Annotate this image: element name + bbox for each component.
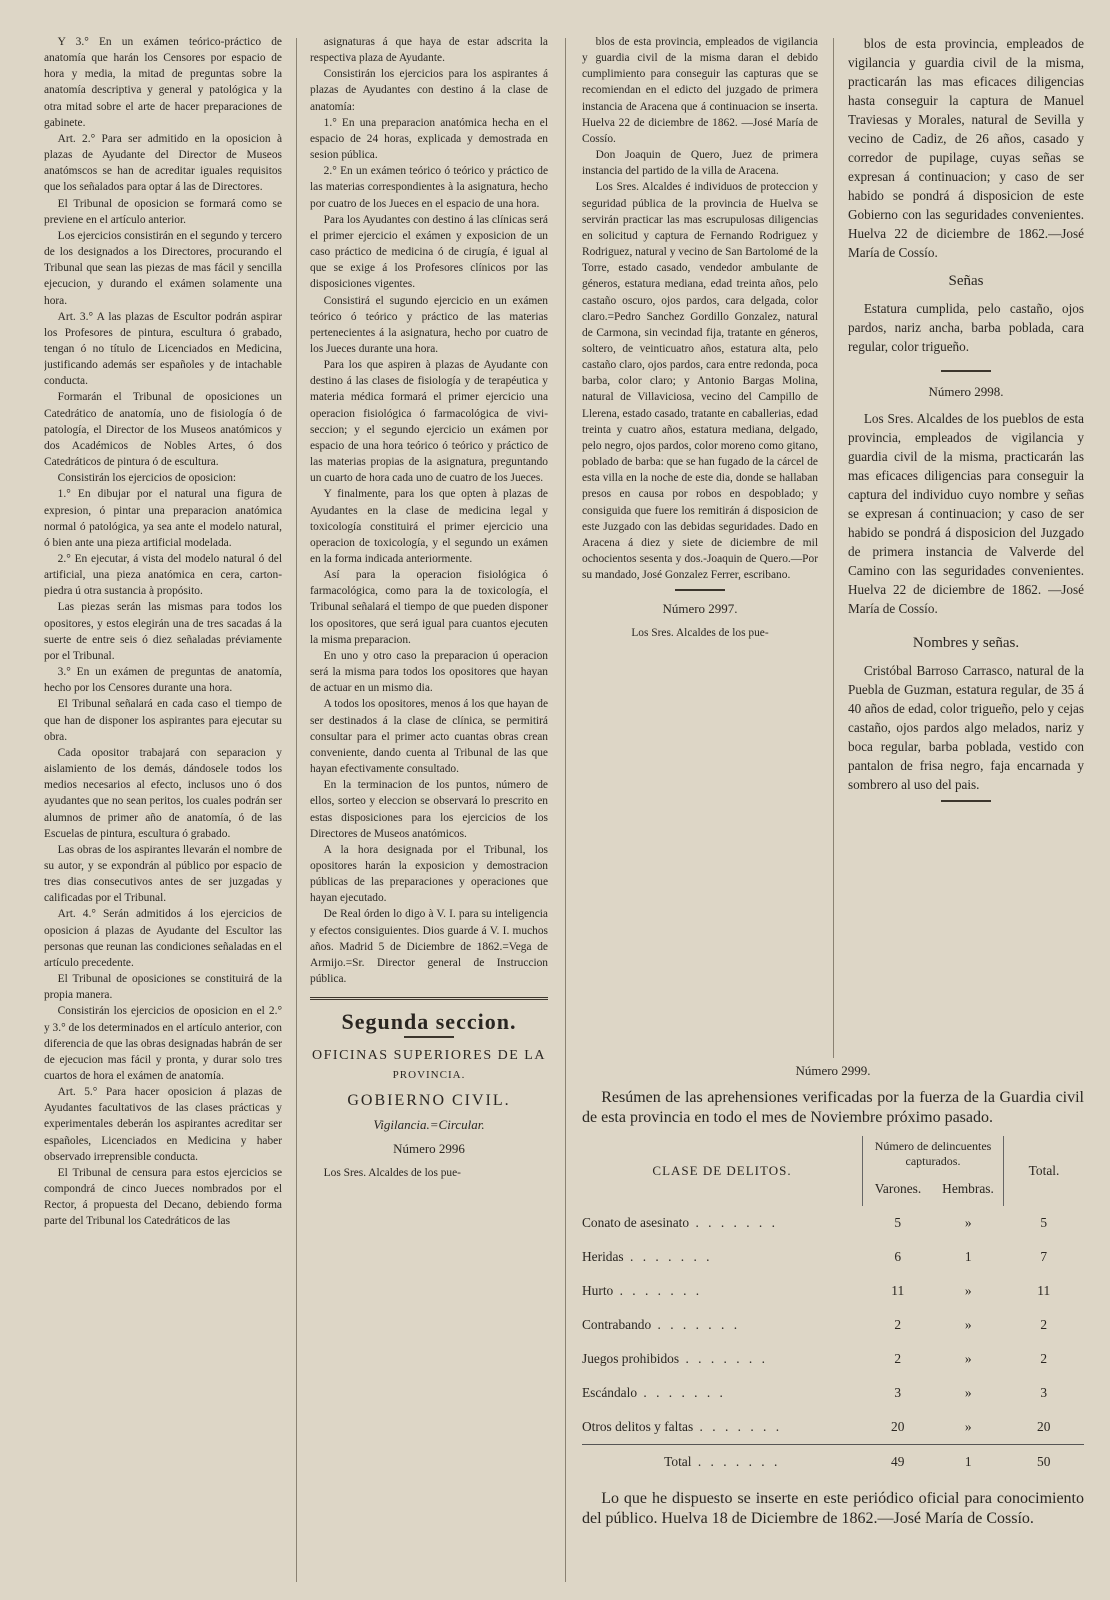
column-header-women: Hembras. bbox=[942, 1181, 994, 1196]
paragraph: Para los que aspiren à plazas de Ayudante con destino á las clases de fisiología y de terapéutica y materia médica formará el primer ejercicio una operacion fisiológica ó farmacológica de vivi-seccion; y el segundo ejercicio un exámen por espacio de una hora teórico ó teórico y práctico de las materias propias de la asignatura, preguntando un cuarto de hora cada uno de cuatro de los Jueces. bbox=[310, 359, 548, 485]
total-count: 2 bbox=[1040, 1317, 1048, 1332]
table-total-row: Total . . . . . . . 49 1 50 bbox=[582, 1445, 1084, 1480]
paragraph: A todos los opositores, menos á los que hayan de ser destinados á la clase de clínica, se permitirá consultar para el primer acto cuantas obras crean conveniente, dando cuenta al Tribunal de las que hayan efectivamente consultado. bbox=[310, 698, 548, 776]
notice-text: Los Sres. Alcaldes de los pue- bbox=[323, 1167, 461, 1180]
total-count: 11 bbox=[1037, 1283, 1051, 1298]
total-count: 2 bbox=[1040, 1351, 1048, 1366]
paragraph: 3.° En un exámen de preguntas de anatomía, hecho por los Censores durante una hora. bbox=[44, 666, 282, 695]
crime-label: Heridas bbox=[582, 1249, 624, 1264]
paragraph: Art. 5.° Para hacer oposicion á plazas de Ayudantes facultativos de las clases prácticas y experimentales deberán los aspirantes acreditar ser españoles, Licenciados en Medicina y haber observado irreprensible conducta. bbox=[44, 1086, 282, 1163]
total-men: 49 bbox=[863, 1445, 934, 1480]
names-heading: Nombres y señas. bbox=[912, 635, 1020, 651]
paragraph: El Tribunal señalará en cada caso el tiempo de que han de disponer los aspirantes para ejecutar su obra. bbox=[44, 698, 282, 743]
paragraph: De Real órden lo digo à V. I. para su inteligencia y efectos consiguientes. Dios guarde á V. I. muchos años. Madrid 5 de Diciembre de 1862.=Vega de Armijo.=Sr. Director general de Instruccion pública. bbox=[310, 908, 548, 986]
men-count: 6 bbox=[894, 1249, 902, 1264]
paragraph: 1.° En una preparacion anatómica hecha en el espacio de 24 horas, explicada y demostrada en sesion pública. bbox=[310, 116, 548, 162]
table-row: Juegos prohibidos . . . . . . . 2 » 2 bbox=[582, 1342, 1084, 1376]
women-count: » bbox=[964, 1317, 972, 1332]
table-row: Otros delitos y faltas . . . . . . . 20 » 20 bbox=[582, 1410, 1084, 1445]
column-header-total: Total. bbox=[1004, 1136, 1085, 1206]
column-2-text bbox=[310, 34, 548, 987]
paragraph: Consistirán los ejercicios de oposicion: bbox=[57, 472, 237, 485]
paragraph: Don Joaquin de Quero, Juez de primera instancia del partido de la villa de Aracena. bbox=[582, 149, 818, 178]
paragraph: blos de esta provincia, empleados de vigilancia y guardia civil de la misma daran el debido cumplimiento para conseguir las capturas que se recomiendan en el edicto del juzgado de primera instancia de Aracena que á continuacion se inserta. Huelva 22 de diciembre de 1862. —José María de Cossío. bbox=[582, 36, 818, 145]
notice-number-2996: Número 2996 bbox=[393, 1141, 465, 1156]
paragraph: asignaturas á que haya de estar adscrita la respectiva plaza de Ayudante. bbox=[310, 36, 548, 65]
crime-label: Juegos prohibidos bbox=[582, 1351, 680, 1366]
paragraph: El Tribunal de oposicion se formará como se previene en el artículo anterior. bbox=[44, 197, 282, 226]
total-count: 5 bbox=[1040, 1215, 1048, 1230]
crime-label: Contrabando bbox=[582, 1317, 652, 1332]
column-rule bbox=[565, 38, 566, 1582]
table-row: Contrabando . . . . . . . 2 » 2 bbox=[582, 1308, 1084, 1342]
paragraph: Consistirá el sugundo ejercicio en un exámen teórico ó teórico y práctico de las materias pertenecientes á la asignatura, hecho por cuatro de los Jueces durante una hora. bbox=[310, 294, 548, 355]
crime-label: Conato de asesinato bbox=[582, 1215, 690, 1230]
table-row: Conato de asesinato . . . . . . . 5 » 5 bbox=[582, 1206, 1084, 1240]
men-count: 11 bbox=[891, 1283, 905, 1298]
notice-number-2999: Número 2999. bbox=[795, 1063, 871, 1078]
women-count: » bbox=[964, 1419, 972, 1434]
women-count: » bbox=[964, 1283, 972, 1298]
women-count: » bbox=[964, 1351, 972, 1366]
total-count: 3 bbox=[1040, 1385, 1048, 1400]
paragraph: Los ejercicios consistirán en el segundo y tercero de los designados a los Directores, procurando el Tribunal que sean las piezas de mas fácil y sencilla ejecucion, y durando el exámen solamente una hora. bbox=[44, 229, 282, 307]
column-1 bbox=[44, 34, 282, 1590]
office-heading: OFICINAS SUPERIORES DE LA bbox=[312, 1048, 546, 1064]
paragraph: Las obras de los aspirantes llevarán el nombre de su autor, y se expondrán al público por espacio de tres dias consecutivos antes de ser juzgadas y calificadas por el Tribunal. bbox=[44, 843, 282, 905]
men-count: 2 bbox=[894, 1317, 902, 1332]
section-divider bbox=[310, 997, 548, 1000]
short-divider bbox=[675, 589, 725, 591]
paragraph: Art. 4.° Serán admitidos á los ejercicios de oposicion á plazas de Ayudante del Escultor las personas que reunan las condiciones señaladas en el artículo precedente. bbox=[44, 908, 282, 969]
arrests-summary bbox=[582, 1062, 1084, 1590]
short-divider bbox=[941, 800, 991, 802]
column-3 bbox=[582, 34, 818, 1034]
paragraph: 1.° En dibujar por el natural una figura de expresion, ó pintar una preparacion anatómica normal ó patológica, ya sea ante el modelo natural, ó bien ante una pieza artificial modelada. bbox=[44, 488, 282, 549]
notice-text: Los Sres. Alcaldes de los pueblos de esta provincia, empleados de vigilancia y guardia civil de la misma, practicarán las mas eficaces diligencias para conseguir la captura del individuo cuyo nombre y señas se expresan á continuacion; y caso de ser habido se pondrá á disposicion del Juzgado de primera instancia de Valverde del Camino con las seguridades convenientes. Huelva 22 de diciembre de 1862. —José María de Cossío. bbox=[848, 411, 1084, 616]
column-rule bbox=[833, 38, 834, 1058]
summary-intro: Resúmen de las aprehensiones verificadas por la fuerza de la Guardia civil de esta provincia en todo el mes de Noviembre próximo pasado. bbox=[582, 1089, 1084, 1126]
column-header-men: Varones. bbox=[863, 1172, 934, 1206]
total-count: 20 bbox=[1037, 1419, 1051, 1434]
paragraph: A la hora designada por el Tribunal, los opositores harán la exposicion y demostracion públicas de las preparaciones y operaciones que hayan ejecutado. bbox=[310, 843, 548, 905]
short-divider bbox=[941, 370, 991, 372]
description-text: Estatura cumplida, pelo castaño, ojos pardos, nariz ancha, barba poblada, cara regular, color trigueño. bbox=[848, 301, 1084, 354]
total-label: Total bbox=[664, 1454, 692, 1469]
crime-label: Hurto bbox=[582, 1283, 614, 1298]
men-count: 2 bbox=[894, 1351, 902, 1366]
notice-number-2998: Número 2998. bbox=[928, 384, 1004, 399]
men-count: 5 bbox=[894, 1215, 902, 1230]
table-row: Escándalo . . . . . . . 3 » 3 bbox=[582, 1376, 1084, 1410]
paragraph: El Tribunal de censura para estos ejercicios se compondrá de cinco Jueces nombrados por el Rector, á propuesta del Decano, debiendo forma parte del Tribunal los Catedráticos de las bbox=[44, 1166, 282, 1228]
column-rule bbox=[296, 38, 297, 1582]
paragraph: Y 3.° En un exámen teórico-práctico de anatomía que harán los Censores por espacio de hora y media, la mitad de preguntas sobre la anatomía descriptiva y general y patológica y la otra mitad sobre el arte de hacer preparaciones de gabinete. bbox=[44, 36, 282, 129]
short-divider bbox=[404, 1036, 454, 1038]
table-row: Hurto . . . . . . . 11 » 11 bbox=[582, 1274, 1084, 1308]
paragraph: Las piezas serán las mismas para todos los opositores, y estos elegirán una de tres sacadas á la suerte de entre seis ó diez señaladas préviamente por el Tribunal. bbox=[44, 601, 282, 662]
paragraph: Consistirán los ejercicios para los aspirantes á plazas de Ayudantes con destino á la clase de anatomía: bbox=[310, 68, 548, 113]
column-header-crime: CLASE DE DELITOS. bbox=[652, 1163, 792, 1178]
men-count: 20 bbox=[891, 1419, 905, 1434]
paragraph: Cada opositor trabajará con separacion y aislamiento de los demás, dándosele todos los medios necesarios al efecto, inclusos uno ó dos ayudantes que no sean peritos, los cuales podrán ser alumnos de primer año de anatomía, ó de las Escuelas de pintura, escultura ó grabado. bbox=[44, 746, 282, 840]
notice-text: blos de esta provincia, empleados de vigilancia y guardia civil de la misma, practicarán las mas eficaces diligencias hasta conseguir la captura de Manuel Traviesas y Morales, natural de Sevilla y vecino de Cadiz, de 26 años, casado y corredor de pupilage, cuyas señas se expresan á continuacion; y caso de ser habido se pondrá á disposicion de este Gobierno con las seguridades convenientes. Huelva 22 de diciembre de 1862.—José María de Cossío. bbox=[848, 36, 1084, 260]
office-subheading: PROVINCIA. bbox=[392, 1068, 466, 1081]
paragraph: En la terminacion de los puntos, número de ellos, sorteo y eleccion se observará lo prescrito en estas disposiciones para los ejercicios de los Directores de Museos anatómicos. bbox=[310, 779, 548, 840]
column-3-text bbox=[582, 34, 818, 583]
paragraph: El Tribunal de oposiciones se constituirá de la propia manera. bbox=[44, 973, 282, 1002]
paragraph: Así para la operacion fisiológica ó farmacológica, como para la de toxicología, el Tribunal señalará el tiempo de que pueden disponer los opositores, que será igual para cuantos ejecuten la misma preparacion. bbox=[310, 569, 548, 646]
senas-heading: Señas bbox=[948, 273, 984, 289]
paragraph: Para los Ayudantes con destino á las clínicas será el primer ejercicio el exámen y exposicion de un caso práctico de medicina ó de cirugía, é igual al que se exige á los Profesores clínicos por las disposiciones vigentes. bbox=[310, 213, 548, 291]
women-count: » bbox=[964, 1215, 972, 1230]
paragraph: Y finalmente, para los que opten à plazas de Ayudantes en la clase de medicina legal y toxicología constituirá el primer ejercicio una operacion de toxicología, y el segundo un exámen en la forma indicada anteriormente. bbox=[310, 488, 548, 565]
column-2 bbox=[310, 34, 548, 1590]
women-count: » bbox=[964, 1385, 972, 1400]
paragraph: En uno y otro caso la preparacion ú operacion será la misma para todos los opositores que hayan de actuar en un mismo dia. bbox=[310, 649, 548, 695]
paragraph: 2.° En un exámen teórico ó teórico y práctico de las materias correspondientes à la asignatura, hecho por cuatro de los Jueces en el espacio de una hora. bbox=[310, 165, 548, 210]
closing-text: Lo que he dispuesto se inserte en este periódico oficial para conocimiento del público. Huelva 18 de Diciembre de 1862.—José María de Cossío. bbox=[582, 1490, 1084, 1527]
notice-number-2997: Número 2997. bbox=[662, 601, 738, 617]
table-row: Heridas . . . . . . . 6 1 7 bbox=[582, 1240, 1084, 1274]
column-4 bbox=[848, 34, 1084, 1034]
total-women: 1 bbox=[933, 1445, 1004, 1480]
paragraph: 2.° En ejecutar, á vista del modelo natural ó del artificial, una pieza anatómica en cera, carton-piedra ú otra sustancia à propósito. bbox=[44, 553, 282, 598]
paragraph: Art. 3.° A las plazas de Escultor podrán aspirar los Profesores de pintura, escultura ó grabado, tengan ó no título de Licenciados en Medicina, justificando además ser españoles y de intachable conducta. bbox=[44, 310, 282, 388]
crime-label: Escándalo bbox=[582, 1385, 638, 1400]
paragraph: Los Sres. Alcaldes é individuos de proteccion y seguridad pública de la provincia de Huelva se servirán practicar las mas escrupulosas diligencias en solicitud y captura de Fernando Rodriguez y Rodriguez, natural y vecino de San Bartolomé de la Torre, estado casado, vendedor ambulante de géneros, estatura mediana, edad treinta años, pelo castaño oscuro, ojos pardos, cara delgada, color claro.=Pedro Sanchez Gordillo Gonzalez, natural de Carmona, sin vecindad fija, tratante en géneros, soltero, de veinticuatro años, estatura alta, pelo castaño claro, ojos pardos, cara entre redonda, poca barba, color claro; y Antonio Bargas Molina, natural de Villaviciosa, vecino del Campillo de Llerena, estado casado, tratante en caballerias, edad treinta y cuatro años, estatura mediana, delgado, pelo negro, ojos pardos, color moreno como gitano, poblado de barba: que se han fugado de la cárcel de esta villa en la noche de este dia, donde se hallaban presos en causa por robos en despoblado; y consiguida que fuere los remitirán á disposicion de este Juzgado con las debidas seguridades. Dado en Aracena á diez y siete de diciembre de mil ochocientos sesenta y dos.-Joaquin de Quero.—Por su mandado, José Gonzalez Ferrer, escribano. bbox=[582, 181, 818, 582]
paragraph: Consistirán los ejercicios de oposicion en el 2.° y 3.° de los determinados en el artículo anterior, con diferencia de que las obras designadas habrán de ser de ejecucion mas fácil y pronta, y durar solo tres cuartos de hora el exámen de anatomía. bbox=[44, 1005, 282, 1082]
circular-heading: Vigilancia.=Circular. bbox=[373, 1116, 485, 1132]
paragraph: Art. 2.° Para ser admitido en la oposicion à plazas de Ayudante del Director de Museos anatómscos se han de acreditar iguales requisitos que los señalados para optar á las de Directores. bbox=[44, 132, 282, 194]
description-text: Cristóbal Barroso Carrasco, natural de la Puebla de Guzman, estatura regular, de 35 á 40 años de edad, color trigueño, pelo y cejas castaño, ojos pardos algo melados, nariz y boca regular, barba poblada, vestido con pantalon de frisa negro, faja encarnada y sombrero al uso del pais. bbox=[848, 663, 1084, 792]
arrests-table bbox=[582, 1136, 1084, 1479]
paragraph: Formarán el Tribunal de oposiciones un Catedrático de anatomía, uno de fisiología ó de patología, el Director de los Museos anatómicos y dos Académicos de Nobles Artes, ó dos Catedráticos de pintura ó de escultura. bbox=[44, 391, 282, 469]
total-count: 7 bbox=[1040, 1249, 1048, 1264]
crime-label: Otros delitos y faltas bbox=[582, 1419, 694, 1434]
total-total: 50 bbox=[1004, 1445, 1085, 1480]
column-header-group: Número de delincuentes capturados. bbox=[863, 1136, 1004, 1172]
government-heading: GOBIERNO CIVIL. bbox=[347, 1091, 511, 1109]
section-title: Segunda seccion. bbox=[341, 1009, 517, 1035]
men-count: 3 bbox=[894, 1385, 902, 1400]
notice-text: Los Sres. Alcaldes de los pue- bbox=[631, 627, 769, 640]
women-count: 1 bbox=[964, 1249, 972, 1264]
